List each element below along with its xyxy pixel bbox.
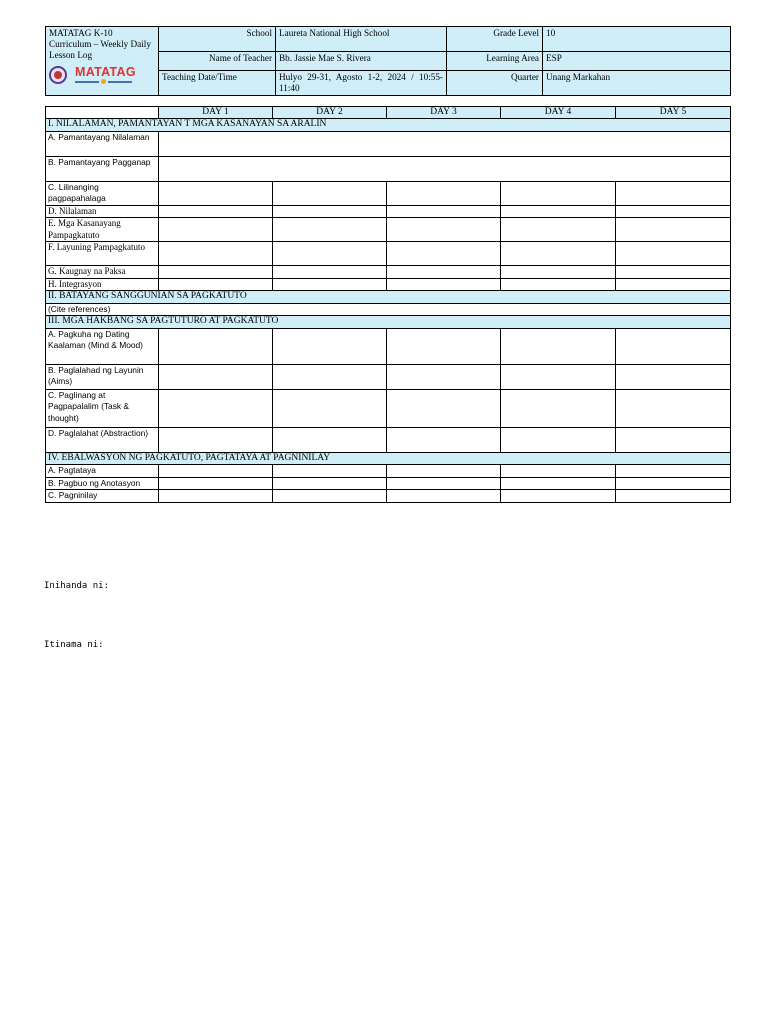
day-cell[interactable] <box>159 218 273 242</box>
day-cell[interactable] <box>616 218 731 242</box>
row-label-pagbuo-ng-anotasyon: B. Pagbuo ng Anotasyon <box>46 477 159 490</box>
day-cell[interactable] <box>159 328 273 364</box>
cite-references-row: (Cite references) <box>46 303 731 316</box>
row-label-layuning-pampagkatuto: F. Layuning Pampagkatuto <box>46 242 159 266</box>
day-cell[interactable] <box>616 490 731 503</box>
day-cell[interactable] <box>159 266 273 279</box>
day-cell[interactable] <box>501 490 616 503</box>
merged-cell[interactable] <box>159 156 731 181</box>
day-cell[interactable] <box>159 205 273 218</box>
day-cell[interactable] <box>159 477 273 490</box>
day-cell[interactable] <box>159 364 273 389</box>
matatag-wordmark: MATATAG <box>75 65 136 79</box>
header-table <box>45 26 731 96</box>
row-label-nilalaman: D. Nilalaman <box>46 205 159 218</box>
teacher-label: Name of Teacher <box>159 52 276 71</box>
row-label-paglalahad-ng-layunin: B. Paglalahad ng Layunin (Aims) <box>46 364 159 389</box>
school-label: School <box>159 27 276 52</box>
day-cell[interactable] <box>616 266 731 279</box>
day-4-header: DAY 4 <box>501 107 616 119</box>
day-cell[interactable] <box>616 278 731 291</box>
day-cell[interactable] <box>387 427 501 452</box>
day-header-row <box>46 107 731 119</box>
day-cell[interactable] <box>501 465 616 478</box>
day-cell[interactable] <box>501 477 616 490</box>
curriculum-title: MATATAG K-10 Curriculum – Weekly Daily Lesson Log <box>49 28 151 60</box>
teaching-date-value: Hulyo 29-31, Agosto 1-2, 2024 / 10:55-11:40 <box>276 71 447 96</box>
row-label-pamantayang-pagganap: B. Pamantayang Pagganap <box>46 156 159 181</box>
day-cell[interactable] <box>273 477 387 490</box>
section-ii-header: II. BATAYANG SANGGUNIAN SA PAGKATUTO <box>46 291 731 304</box>
day-cell[interactable] <box>616 205 731 218</box>
day-cell[interactable] <box>273 427 387 452</box>
prepared-by-label: Inihanda ni: <box>44 581 110 591</box>
day-cell[interactable] <box>616 465 731 478</box>
row-label-pagtataya: A. Pagtataya <box>46 465 159 478</box>
day-1-header: DAY 1 <box>159 107 273 119</box>
day-5-header: DAY 5 <box>616 107 731 119</box>
day-cell[interactable] <box>273 218 387 242</box>
day-cell[interactable] <box>616 389 731 427</box>
day-cell[interactable] <box>387 328 501 364</box>
day-cell[interactable] <box>501 427 616 452</box>
day-cell[interactable] <box>159 278 273 291</box>
day-cell[interactable] <box>501 205 616 218</box>
deped-seal-icon <box>49 66 67 84</box>
learning-area-label: Learning Area <box>447 52 543 71</box>
day-cell[interactable] <box>501 328 616 364</box>
grade-level-value: 10 <box>543 27 731 52</box>
day-cell[interactable] <box>616 477 731 490</box>
section-iii-header: III. MGA HAKBANG SA PAGTUTURO AT PAGKATUTO <box>46 316 731 329</box>
day-cell[interactable] <box>387 490 501 503</box>
row-label-integrasyon: H. Integrasyon <box>46 278 159 291</box>
row-label-paglalahat: D. Paglalahat (Abstraction) <box>46 427 159 452</box>
merged-cell[interactable] <box>159 131 731 156</box>
day-cell[interactable] <box>501 218 616 242</box>
wordmark-underline <box>75 79 136 84</box>
day-cell[interactable] <box>616 427 731 452</box>
day-3-header: DAY 3 <box>387 107 501 119</box>
day-cell[interactable] <box>159 181 273 205</box>
school-value: Laureta National High School <box>276 27 447 52</box>
day-cell[interactable] <box>387 266 501 279</box>
day-cell[interactable] <box>273 328 387 364</box>
row-label-mga-kasanayang-pampagkatuto: E. Mga Kasanayang Pampagkatuto <box>46 218 159 242</box>
quarter-label: Quarter <box>447 71 543 96</box>
day-2-header: DAY 2 <box>273 107 387 119</box>
day-cell[interactable] <box>501 242 616 266</box>
day-cell[interactable] <box>273 205 387 218</box>
day-cell[interactable] <box>387 278 501 291</box>
brand-cell <box>46 27 159 96</box>
day-cell[interactable] <box>501 278 616 291</box>
row-label-lilinanging-pagpapahalaga: C. Lilinanging pagpapahalaga <box>46 181 159 205</box>
day-cell[interactable] <box>159 242 273 266</box>
day-cell[interactable] <box>501 389 616 427</box>
matatag-logo <box>49 64 155 86</box>
day-cell[interactable] <box>501 266 616 279</box>
day-cell[interactable] <box>273 389 387 427</box>
lesson-log-table <box>45 106 731 503</box>
checked-by-label: Itinama ni: <box>44 640 104 650</box>
day-cell[interactable] <box>387 465 501 478</box>
day-cell[interactable] <box>159 465 273 478</box>
row-label-paglinang-at-pagpapalalim: C. Paglinang at Pagpapalalim (Task & thought) <box>46 389 159 427</box>
section-iv-header: IV. EBALWASYON NG PAGKATUTO, PAGTATAYA AT PAGNINILAY <box>46 452 731 465</box>
day-cell[interactable] <box>159 389 273 427</box>
day-cell[interactable] <box>501 181 616 205</box>
day-cell[interactable] <box>273 364 387 389</box>
day-cell[interactable] <box>387 477 501 490</box>
day-cell[interactable] <box>387 205 501 218</box>
day-cell[interactable] <box>159 427 273 452</box>
row-label-pagninilay: C. Pagninilay <box>46 490 159 503</box>
day-cell[interactable] <box>387 218 501 242</box>
day-cell[interactable] <box>273 490 387 503</box>
grade-level-label: Grade Level <box>447 27 543 52</box>
day-cell[interactable] <box>273 278 387 291</box>
day-cell[interactable] <box>273 242 387 266</box>
day-cell[interactable] <box>616 181 731 205</box>
teacher-value: Bb. Jassie Mae S. Rivera <box>276 52 447 71</box>
row-label-pamantayang-nilalaman: A. Pamantayang Nilalaman <box>46 131 159 156</box>
row-label-kaugnay-na-paksa: G. Kaugnay na Paksa <box>46 266 159 279</box>
day-cell[interactable] <box>387 181 501 205</box>
day-cell[interactable] <box>273 181 387 205</box>
day-cell[interactable] <box>616 364 731 389</box>
day-cell[interactable] <box>387 364 501 389</box>
day-cell[interactable] <box>273 465 387 478</box>
section-i-header: I. NILALAMAN, PAMANTAYAN T MGA KASANAYAN SA ARALIN <box>46 119 731 132</box>
day-cell[interactable] <box>387 242 501 266</box>
quarter-value: Unang Markahan <box>543 71 731 96</box>
row-label-pagkuha-ng-dating-kaalaman: A. Pagkuha ng Dating Kaalaman (Mind & Mood) <box>46 328 159 364</box>
day-cell[interactable] <box>616 242 731 266</box>
corner-cell <box>46 107 159 119</box>
teaching-date-label: Teaching Date/Time <box>159 71 276 96</box>
learning-area-value: ESP <box>543 52 731 71</box>
day-cell[interactable] <box>616 328 731 364</box>
day-cell[interactable] <box>501 364 616 389</box>
day-cell[interactable] <box>159 490 273 503</box>
day-cell[interactable] <box>387 389 501 427</box>
day-cell[interactable] <box>273 266 387 279</box>
